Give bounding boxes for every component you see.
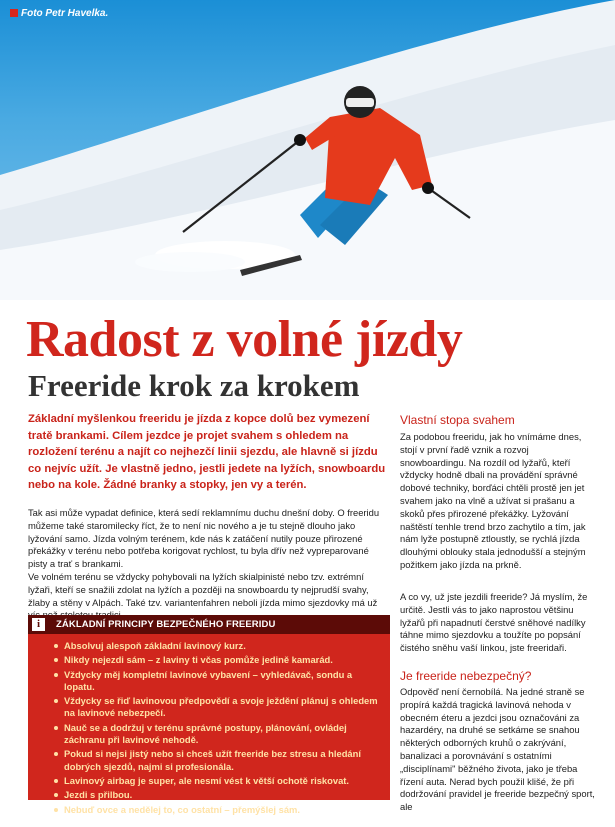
article-lead: Základní myšlenkou freeridu je jízda z kopce dolů bez vymezení tratě brankami. Cílem jezdce je projet svahem s ohledem na rozložení terénu a najít co nejhezčí linii sjezdu, ale hlavně si jízdu co nejvíc užít. Je vlastně jedno, jestli jedete na lyžích, snowboardu nebo na kole. Žádné branky a stopky, jen vy a terén. [28,413,386,492]
section-heading-danger: Je freeride nebezpečný? [400,669,532,683]
infobox-header [28,615,390,634]
section-paragraph: A co vy, už jste jezdili freeride? Já myslím, že určitě. Jestli vás to jako naprostou většinu lyžařů při napadnutí čerstvé sněhové nadílky táhne mimo sjezdovku a toužíte po popsání čistého sněhu vaší linkou, jste freeridaři. [400,591,588,654]
article-subtitle: Freeride krok za krokem [28,368,360,403]
photo-credit-text: Foto Petr Havelka. [21,8,109,19]
camera-icon [10,9,18,17]
infobox-title: ZÁKLADNÍ PRINCIPY BEZPEČNÉHO FREERIDU [56,619,276,630]
infobox-list [28,640,390,816]
info-icon: i [32,618,45,631]
section-paragraph: Odpověď není černobílá. Na jedné straně se propírá každá tragická lavinová nehoda v obecném éteru a jezdci jsou označováni za hazardéry, na druhé se setkáme se snahou některých odborných kruhů o zakrývání, banalizaci a porovnávání s ostatními „disciplínami" běžného života, jako je třeba řízení auta. Nerad bych použil klišé, že při dodržování pravidel je freeride bezpečný sport, ale [400,686,595,813]
list-item: Absolvuj alespoň základní lavinový kurz. [64,640,384,652]
body-paragraph: Tak asi může vypadat definice, která sedí reklamnímu duchu dnešní doby. O freeridu můžeme také staromilecky říct, že to není nic nového a je tu stejně dlouho jako lyžování samo. Jízda volným terénem, kde nás k zatáčení nutily pouze přirozené překážky v terénu nebo potřeba korigovat rychlost, tu byla dřív než vypreparované pisty a trať s brankami. [28,507,380,570]
body-paragraph: Ve volném terénu se vždycky pohybovali na lyžích skialpinisté nebo tzv. extrémní lyžaři, kteří se snažili zdolat na lyžích a později na snowboardu ty nejprudší svahy, žlaby a stěny v Alpách. Také tzv. variantenfahren neboli jízda mimo sjezdovky má už [28,570,378,608]
safety-infobox [28,615,390,815]
list-item: Nebuď ovce a nedělej to, co ostatní – přemýšlej sám. [64,804,384,816]
skier-illustration [0,0,615,300]
hero-photo [0,0,615,300]
list-item: Jezdi s přilbou. [64,789,384,801]
article-title: Radost z volné jízdy [26,311,463,368]
list-item: Nauč se a dodržuj v terénu správné postupy, plánování, ovládej záchranu při lavinové nehodě. [64,722,384,747]
article-body [28,507,388,622]
photo-credit [10,8,108,19]
list-item: Vždycky se řiď lavinovou předpovědí a svoje ježdění plánuj s ohledem na lavinové nebezpečí. [64,695,384,720]
section-paragraph: Za podobou freeridu, jak ho vnímáme dnes, stojí v první řadě vznik a rozvoj snowboardingu. Na rozdíl od lyžařů, kteří vždycky hodně dbali na provádění správné dobové techniky, borďáci chtěli prostě jen jet svahem jako na vlně a užívat si prašanu a skoků přes přirozené překážky. Lyžování naštěstí tenhle trend brzo zachytilo a tím, jak nám lyže postupně ztloustly, se rychlá jízda dlouhými oblouky stala jednodušší a stejným požitkem jako jízda na prkně. [400,431,586,570]
list-item: Lavinový airbag je super, ale nesmí vést k větší ochotě riskovat. [64,775,384,787]
list-item: Nikdy nejezdi sám – z laviny ti včas pomůže jedině kamarád. [64,654,384,666]
list-item: Vždycky měj kompletní lavinové vybavení – vyhledávač, sondu a lopatu. [64,669,384,694]
section-heading-own-track: Vlastní stopa svahem [400,413,515,427]
list-item: Pokud si nejsi jistý nebo si chceš užít freeride bez stresu a hledání dobrých sjezdů, najmi si profesionála. [64,748,384,773]
